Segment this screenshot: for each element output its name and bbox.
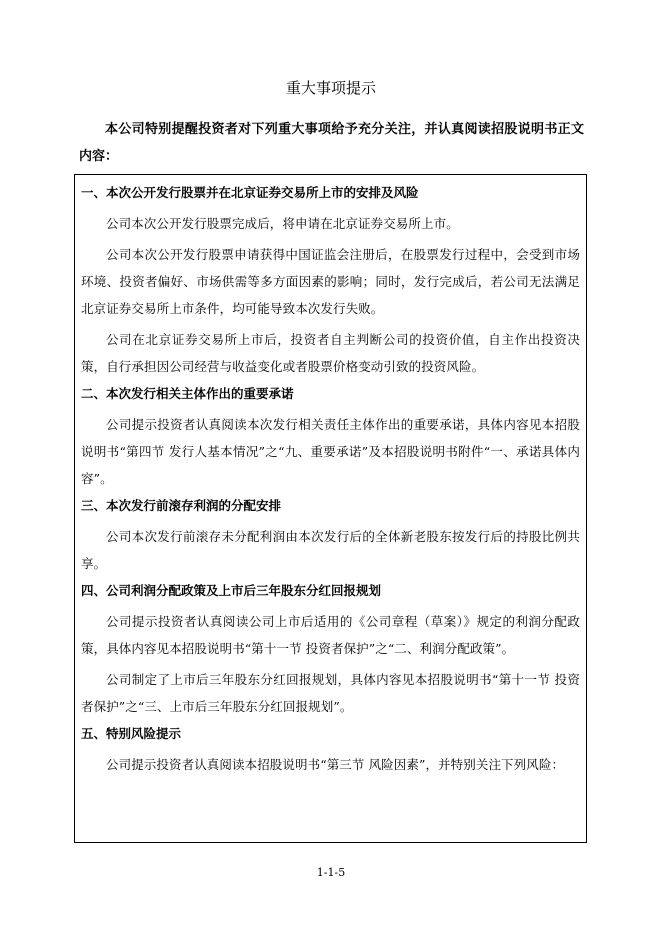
section-paragraph: 公司提示投资者认真阅读本招股说明书“第三节 风险因素”，并特别关注下列风险： [106,757,565,772]
section-5 [81,724,580,778]
section-paragraph: 公司本次公开发行股票申请获得中国证监会注册后，在股票发行过程中，会受到市场环境、投资者偏好、市场供需等多方面因素的影响；同时，发行完成后，若公司无法满足北京证券交易所上市条件，均可能导致本次发行失败。 [81,247,580,316]
section-paragraph: 公司提示投资者认真阅读公司上市后适用的《公司章程（草案）》规定的利润分配政策，具体内容见本招股说明书“第十一节 投资者保护”之“二、利润分配政策”。 [81,614,580,656]
section-4 [81,581,580,720]
section-paragraph: 公司在北京证券交易所上市后，投资者自主判断公司的投资价值，自主作出投资决策，自行承担因公司经营与收益变化或者股票价格变动引致的投资风险。 [81,332,580,374]
section-heading: 五、特别风险提示 [81,726,182,741]
notice-box [74,174,587,843]
section-heading: 一、本次公开发行股票并在北京证券交易所上市的安排及风险 [81,185,419,200]
section-paragraph: 公司提示投资者认真阅读本次发行相关责任主体作出的重要承诺，具体内容见本招股说明书“第四节 发行人基本情况”之“九、重要承诺”及本招股说明书附件“一、承诺具体内容”。 [81,417,580,486]
page-number: 1-1-5 [316,866,346,879]
section-heading: 二、本次发行相关主体作出的重要承诺 [81,386,294,401]
section-paragraph: 公司制定了上市后三年股东分红回报规划，具体内容见本招股说明书“第十一节 投资者保护”之“三、上市后三年股东分红回报规划”。 [81,672,580,714]
section-heading: 四、公司利润分配政策及上市后三年股东分红回报规划 [81,583,382,598]
intro-statement: 本公司特别提醒投资者对下列重大事项给予充分关注，并认真阅读招股说明书正文内容： [79,122,584,164]
section-paragraph: 公司本次发行前滚存未分配利润由本次发行后的全体新老股东按发行后的持股比例共享。 [81,529,580,571]
page-title: 重大事项提示 [285,79,376,97]
section-1 [81,183,580,380]
section-paragraph: 公司本次公开发行股票完成后，将申请在北京证券交易所上市。 [106,216,459,231]
section-3 [81,496,580,577]
section-2 [81,384,580,492]
section-heading: 三、本次发行前滚存利润的分配安排 [81,498,282,513]
